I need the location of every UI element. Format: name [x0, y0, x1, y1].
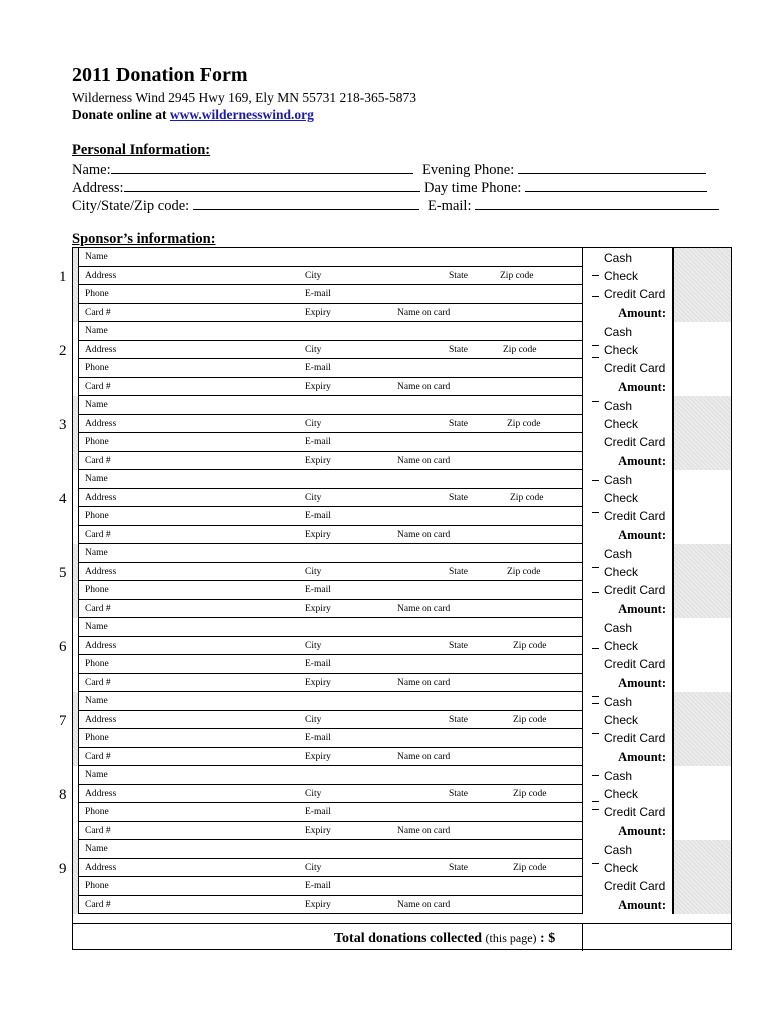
sponsor-info — [78, 692, 583, 766]
amount-label: Amount: — [618, 306, 666, 320]
cash-option: Cash — [604, 621, 633, 635]
amount-field[interactable] — [673, 396, 731, 470]
name-line[interactable] — [79, 248, 582, 267]
check-checkbox[interactable] — [592, 345, 599, 346]
evening-phone-label: Evening Phone: — [422, 162, 515, 178]
name-field[interactable] — [111, 160, 413, 174]
check-checkbox[interactable] — [592, 703, 599, 704]
address-field[interactable] — [124, 178, 420, 192]
sponsor-address-label: Address — [85, 344, 117, 355]
amount-field[interactable] — [673, 544, 731, 618]
donate-online — [72, 107, 314, 123]
email-label: E-mail: — [428, 198, 472, 214]
sponsor-city-label: City — [305, 640, 322, 651]
phone-line[interactable] — [79, 581, 582, 600]
credit-card-option: Credit Card — [604, 805, 666, 819]
city-state-zip-label: City/State/Zip code: — [72, 198, 190, 214]
name-line[interactable] — [79, 840, 582, 859]
address-line[interactable] — [79, 563, 582, 582]
check-option: Check — [604, 565, 639, 579]
payment-options — [583, 692, 673, 766]
sponsor-email-label: E-mail — [305, 437, 331, 447]
check-option: Check — [604, 861, 639, 875]
sponsor-city-label: City — [305, 714, 322, 725]
cash-checkbox[interactable] — [592, 401, 599, 402]
daytime-phone-line — [424, 178, 707, 197]
payment-options — [583, 766, 673, 840]
card-line[interactable] — [79, 378, 582, 397]
sponsor-address-label: Address — [85, 640, 117, 651]
sponsor-zip-label: Zip code — [513, 640, 547, 651]
sponsor-name-label: Name — [85, 548, 108, 558]
sponsor-zip-label: Zip code — [513, 714, 547, 725]
sponsor-email-label: E-mail — [305, 585, 331, 595]
sponsor-email-label: E-mail — [305, 807, 331, 817]
check-checkbox[interactable] — [592, 801, 599, 802]
total-note: (this page) — [485, 931, 537, 945]
credit-card-checkbox[interactable] — [592, 592, 599, 593]
sponsor-card-label: Card # — [85, 677, 111, 688]
amount-label: Amount: — [618, 676, 666, 690]
cash-option: Cash — [604, 695, 633, 709]
sponsor-name-label: Name — [85, 252, 108, 262]
cash-checkbox[interactable] — [592, 696, 599, 697]
website-link[interactable]: www.wildernesswind.org — [169, 107, 314, 122]
amount-field[interactable] — [673, 248, 731, 322]
sponsor-city-label: City — [305, 788, 322, 799]
sponsor-email-label: E-mail — [305, 511, 331, 521]
sponsor-zip-label: Zip code — [507, 418, 541, 429]
sponsor-number: 7 — [59, 713, 67, 729]
name-line[interactable] — [79, 470, 582, 489]
form-title: 2011 Donation Form — [72, 64, 248, 86]
sponsor-state-label: State — [449, 418, 468, 429]
sponsor-expiry-label: Expiry — [305, 529, 331, 540]
personal-info-heading: Personal Information: — [72, 142, 211, 158]
cash-option: Cash — [604, 325, 633, 339]
sponsor-address-label: Address — [85, 788, 117, 799]
evening-phone-line — [422, 160, 706, 179]
amount-field[interactable] — [673, 692, 731, 766]
name-line[interactable] — [79, 618, 582, 637]
sponsor-city-label: City — [305, 418, 322, 429]
credit-card-checkbox[interactable] — [592, 296, 599, 297]
sponsor-address-label: Address — [85, 862, 117, 873]
sponsor-name-on-card-label: Name on card — [397, 529, 451, 540]
check-checkbox[interactable] — [592, 863, 599, 864]
sponsor-number: 5 — [59, 565, 67, 581]
address-line[interactable] — [79, 711, 582, 730]
sponsor-info — [78, 322, 583, 396]
sponsor-name-on-card-label: Name on card — [397, 455, 451, 466]
credit-card-option: Credit Card — [604, 879, 666, 893]
sponsor-state-label: State — [449, 862, 468, 873]
sponsor-address-label: Address — [85, 714, 117, 725]
sponsor-zip-label: Zip code — [507, 566, 541, 577]
daytime-phone-field[interactable] — [525, 178, 707, 192]
donate-text: Donate online at — [72, 107, 170, 122]
sponsor-address-label: Address — [85, 270, 117, 281]
sponsor-address-label: Address — [85, 492, 117, 503]
amount-label: Amount: — [618, 824, 666, 838]
sponsor-name-on-card-label: Name on card — [397, 307, 451, 318]
sponsor-card-label: Card # — [85, 825, 111, 836]
phone-line[interactable] — [79, 729, 582, 748]
phone-line[interactable] — [79, 877, 582, 896]
sponsor-name-label: Name — [85, 326, 108, 336]
sponsor-city-label: City — [305, 566, 322, 577]
cash-option: Cash — [604, 473, 633, 487]
sponsor-phone-label: Phone — [85, 511, 109, 521]
amount-label: Amount: — [618, 602, 666, 616]
address-line[interactable] — [79, 267, 582, 286]
sponsor-block — [59, 248, 731, 322]
name-line[interactable] — [79, 322, 582, 341]
check-option: Check — [604, 417, 639, 431]
phone-line[interactable] — [79, 803, 582, 822]
amount-label: Amount: — [618, 528, 666, 542]
personal-name-line — [72, 160, 413, 179]
payment-options — [583, 840, 673, 914]
amount-field[interactable] — [673, 322, 731, 396]
check-option: Check — [604, 713, 639, 727]
check-option: Check — [604, 343, 639, 357]
sponsor-block — [59, 544, 731, 618]
credit-card-option: Credit Card — [604, 435, 666, 449]
credit-card-option: Credit Card — [604, 509, 666, 523]
sponsor-card-label: Card # — [85, 603, 111, 614]
amount-field[interactable] — [673, 618, 731, 692]
address-line[interactable] — [79, 415, 582, 434]
sponsor-expiry-label: Expiry — [305, 307, 331, 318]
sponsor-expiry-label: Expiry — [305, 455, 331, 466]
daytime-phone-label: Day time Phone: — [424, 180, 522, 196]
credit-card-checkbox[interactable] — [592, 357, 599, 358]
card-line[interactable] — [79, 748, 582, 767]
sponsor-city-label: City — [305, 270, 322, 281]
phone-line[interactable] — [79, 359, 582, 378]
total-dollar: : $ — [536, 931, 556, 946]
sponsor-city-label: City — [305, 862, 322, 873]
sponsor-name-on-card-label: Name on card — [397, 677, 451, 688]
cash-option: Cash — [604, 843, 633, 857]
sponsor-name-on-card-label: Name on card — [397, 751, 451, 762]
sponsor-zip-label: Zip code — [513, 862, 547, 873]
sponsor-name-on-card-label: Name on card — [397, 381, 451, 392]
sponsor-state-label: State — [449, 788, 468, 799]
sponsor-info — [78, 396, 583, 470]
name-line[interactable] — [79, 766, 582, 785]
check-checkbox[interactable] — [592, 567, 599, 568]
sponsor-expiry-label: Expiry — [305, 751, 331, 762]
card-line[interactable] — [79, 452, 582, 471]
sponsor-state-label: State — [449, 270, 468, 281]
sponsor-number: 1 — [59, 269, 67, 285]
credit-card-option: Credit Card — [604, 361, 666, 375]
sponsor-info — [78, 618, 583, 692]
total-row — [72, 923, 732, 950]
sponsor-block — [59, 322, 731, 396]
amount-label: Amount: — [618, 380, 666, 394]
name-line[interactable] — [79, 692, 582, 711]
sponsor-expiry-label: Expiry — [305, 603, 331, 614]
check-option: Check — [604, 639, 639, 653]
sponsor-card-label: Card # — [85, 381, 111, 392]
personal-city-line — [72, 196, 419, 215]
sponsor-city-label: City — [305, 344, 322, 355]
sponsor-info — [78, 248, 583, 322]
sponsor-expiry-label: Expiry — [305, 825, 331, 836]
sponsor-number: 9 — [59, 861, 67, 877]
sponsor-email-label: E-mail — [305, 733, 331, 743]
cash-option: Cash — [604, 769, 633, 783]
sponsor-phone-label: Phone — [85, 807, 109, 817]
sponsor-state-label: State — [449, 566, 468, 577]
sponsor-phone-label: Phone — [85, 733, 109, 743]
sponsor-number: 4 — [59, 491, 67, 507]
sponsor-info-heading: Sponsor’s information: — [72, 231, 216, 247]
credit-card-option: Credit Card — [604, 583, 666, 597]
cash-checkbox[interactable] — [592, 775, 599, 776]
sponsor-info — [78, 766, 583, 840]
organization-info: Wilderness Wind 2945 Hwy 169, Ely MN 55731 218-365-5873 — [72, 90, 417, 105]
evening-phone-field[interactable] — [518, 160, 706, 174]
credit-card-option: Credit Card — [604, 657, 666, 671]
sponsor-grid — [59, 247, 732, 950]
sponsor-info — [78, 470, 583, 544]
sponsor-address-label: Address — [85, 418, 117, 429]
credit-card-checkbox[interactable] — [592, 809, 599, 810]
address-line[interactable] — [79, 489, 582, 508]
phone-line[interactable] — [79, 285, 582, 304]
address-line[interactable] — [79, 637, 582, 656]
amount-field[interactable] — [673, 470, 731, 544]
amount-field[interactable] — [673, 840, 731, 914]
sponsor-name-label: Name — [85, 400, 108, 410]
sponsor-card-label: Card # — [85, 529, 111, 540]
sponsor-card-label: Card # — [85, 899, 111, 910]
sponsor-expiry-label: Expiry — [305, 381, 331, 392]
phone-line[interactable] — [79, 655, 582, 674]
sponsor-email-label: E-mail — [305, 363, 331, 373]
sponsor-block — [59, 766, 731, 840]
sponsor-block — [59, 396, 731, 470]
sponsor-address-label: Address — [85, 566, 117, 577]
sponsor-block — [59, 470, 731, 544]
sponsor-number: 2 — [59, 343, 67, 359]
sponsor-number: 6 — [59, 639, 67, 655]
amount-label: Amount: — [618, 454, 666, 468]
cash-option: Cash — [604, 547, 633, 561]
total-divider — [582, 924, 583, 951]
name-label: Name: — [72, 162, 111, 178]
sponsor-state-label: State — [449, 714, 468, 725]
payment-options — [583, 618, 673, 692]
card-line[interactable] — [79, 822, 582, 841]
sponsor-info — [78, 840, 583, 914]
credit-card-checkbox[interactable] — [592, 512, 599, 513]
card-line[interactable] — [79, 304, 582, 323]
email-line — [428, 196, 719, 215]
check-option: Check — [604, 269, 639, 283]
sponsor-card-label: Card # — [85, 751, 111, 762]
sponsor-name-label: Name — [85, 474, 108, 484]
sponsor-block — [59, 840, 731, 914]
sponsor-state-label: State — [449, 344, 468, 355]
sponsor-name-on-card-label: Name on card — [397, 899, 451, 910]
credit-card-option: Credit Card — [604, 731, 666, 745]
sponsor-expiry-label: Expiry — [305, 899, 331, 910]
sponsor-phone-label: Phone — [85, 363, 109, 373]
address-label: Address: — [72, 180, 124, 196]
total-label — [334, 931, 555, 947]
total-text: Total donations collected — [334, 931, 483, 946]
sponsor-city-label: City — [305, 492, 322, 503]
city-state-zip-field[interactable] — [193, 196, 419, 210]
sponsor-state-label: State — [449, 640, 468, 651]
phone-line[interactable] — [79, 433, 582, 452]
sponsor-phone-label: Phone — [85, 585, 109, 595]
sponsor-block — [59, 692, 731, 766]
credit-card-checkbox[interactable] — [592, 733, 599, 734]
sponsor-name-on-card-label: Name on card — [397, 603, 451, 614]
payment-options — [583, 470, 673, 544]
payment-options — [583, 248, 673, 322]
sponsor-phone-label: Phone — [85, 437, 109, 447]
credit-card-option: Credit Card — [604, 287, 666, 301]
payment-options — [583, 322, 673, 396]
cash-option: Cash — [604, 251, 633, 265]
sponsor-email-label: E-mail — [305, 659, 331, 669]
name-line[interactable] — [79, 544, 582, 563]
sponsor-phone-label: Phone — [85, 289, 109, 299]
sponsor-info — [78, 544, 583, 618]
sponsor-email-label: E-mail — [305, 881, 331, 891]
cash-option: Cash — [604, 399, 633, 413]
check-checkbox[interactable] — [592, 275, 599, 276]
card-line[interactable] — [79, 674, 582, 693]
name-line[interactable] — [79, 396, 582, 415]
sponsor-number: 8 — [59, 787, 67, 803]
amount-label: Amount: — [618, 898, 666, 912]
address-line[interactable] — [79, 859, 582, 878]
sponsor-zip-label: Zip code — [500, 270, 534, 281]
check-option: Check — [604, 787, 639, 801]
sponsor-number: 3 — [59, 417, 67, 433]
cash-checkbox[interactable] — [592, 480, 599, 481]
email-field[interactable] — [475, 196, 719, 210]
address-line[interactable] — [79, 785, 582, 804]
phone-line[interactable] — [79, 507, 582, 526]
card-line[interactable] — [79, 526, 582, 545]
sponsor-name-label: Name — [85, 770, 108, 780]
sponsor-zip-label: Zip code — [513, 788, 547, 799]
sponsor-card-label: Card # — [85, 455, 111, 466]
sponsor-email-label: E-mail — [305, 289, 331, 299]
check-option: Check — [604, 491, 639, 505]
card-line[interactable] — [79, 896, 582, 915]
check-checkbox[interactable] — [592, 648, 599, 649]
sponsor-name-label: Name — [85, 844, 108, 854]
sponsor-block — [59, 618, 731, 692]
sponsor-zip-label: Zip code — [503, 344, 537, 355]
sponsor-phone-label: Phone — [85, 659, 109, 669]
sponsor-card-label: Card # — [85, 307, 111, 318]
sponsor-zip-label: Zip code — [510, 492, 544, 503]
payment-options — [583, 544, 673, 618]
address-line[interactable] — [79, 341, 582, 360]
sponsor-phone-label: Phone — [85, 881, 109, 891]
sponsor-state-label: State — [449, 492, 468, 503]
sponsor-name-label: Name — [85, 622, 108, 632]
personal-address-line — [72, 178, 420, 197]
amount-label: Amount: — [618, 750, 666, 764]
sponsor-name-label: Name — [85, 696, 108, 706]
payment-options — [583, 396, 673, 470]
sponsor-name-on-card-label: Name on card — [397, 825, 451, 836]
card-line[interactable] — [79, 600, 582, 619]
amount-field[interactable] — [673, 766, 731, 840]
sponsor-expiry-label: Expiry — [305, 677, 331, 688]
